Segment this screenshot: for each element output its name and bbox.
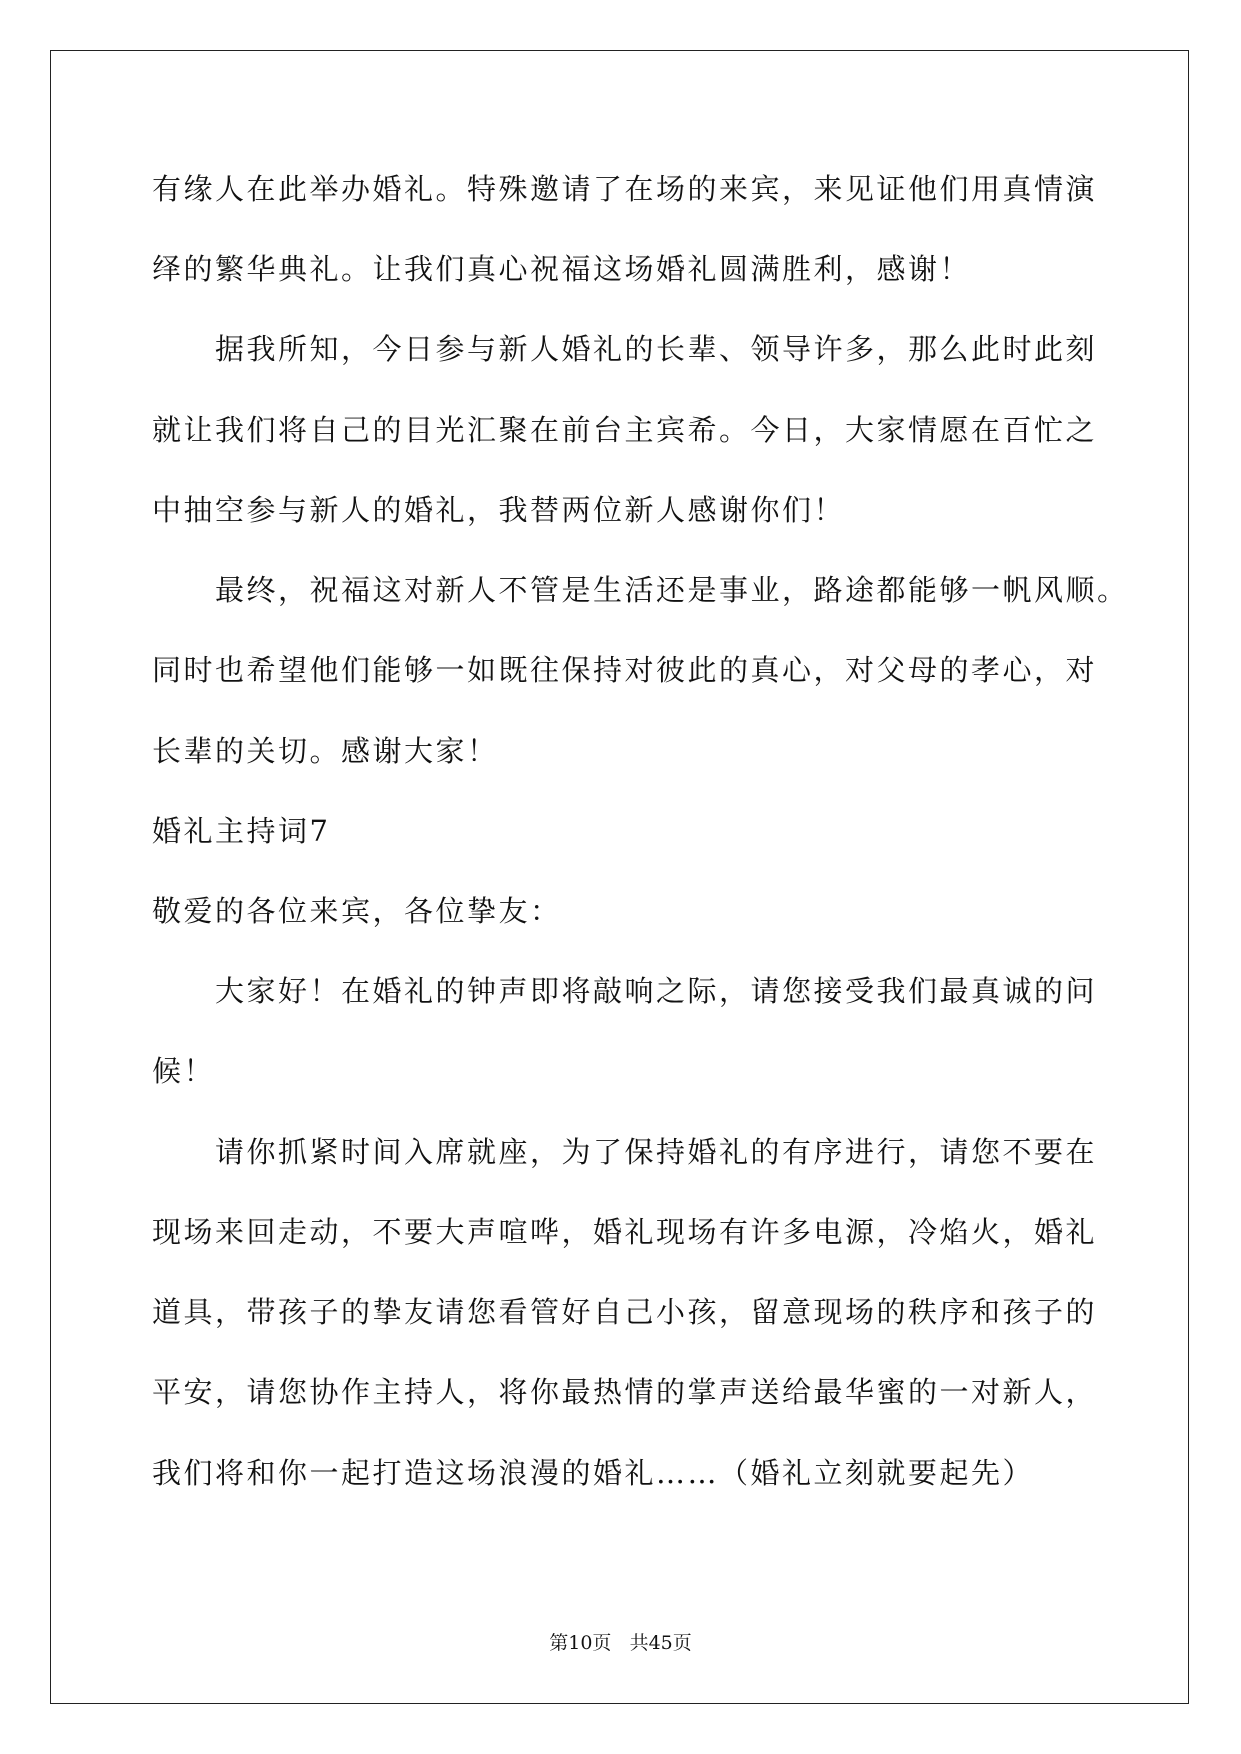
page-total: 共45页 — [629, 1632, 692, 1654]
body-text-line: 大家好！在婚礼的钟声即将敲响之际，请您接受我们最真诚的问 — [215, 974, 1098, 1008]
body-text-line: 我们将和你一起打造这场浪漫的婚礼……（婚礼立刻就要起先） — [152, 1456, 1035, 1490]
body-text-line: 最终，祝福这对新人不管是生活还是事业，路途都能够一帆风顺。 — [215, 573, 1129, 607]
body-text-line: 中抽空参与新人的婚礼，我替两位新人感谢你们！ — [152, 493, 846, 527]
body-text-line: 绎的繁华典礼。让我们真心祝福这场婚礼圆满胜利，感谢！ — [152, 252, 972, 286]
body-text-line: 候！ — [152, 1054, 216, 1088]
salutation: 敬爱的各位来宾，各位挚友： — [152, 894, 562, 928]
body-text-line: 道具，带孩子的挚友请您看管好自己小孩，留意现场的秩序和孩子的 — [152, 1295, 1098, 1329]
page-footer — [0, 1628, 1241, 1655]
body-text-line: 请你抓紧时间入席就座，为了保持婚礼的有序进行，请您不要在 — [215, 1135, 1098, 1169]
body-text-line: 同时也希望他们能够一如既往保持对彼此的真心，对父母的孝心，对 — [152, 653, 1098, 687]
page-number: 第10页 — [549, 1632, 612, 1654]
section-heading: 婚礼主持词7 — [152, 814, 331, 848]
body-text-line: 有缘人在此举办婚礼。特殊邀请了在场的来宾，来见证他们用真情演 — [152, 172, 1098, 206]
body-text-line: 平安，请您协作主持人，将你最热情的掌声送给最华蜜的一对新人， — [152, 1375, 1098, 1409]
body-text-line: 长辈的关切。感谢大家！ — [152, 734, 499, 768]
body-text-line: 就让我们将自己的目光汇聚在前台主宾希。今日，大家情愿在百忙之 — [152, 413, 1098, 447]
body-text-line: 据我所知，今日参与新人婚礼的长辈、领导许多，那么此时此刻 — [215, 332, 1098, 366]
body-text-line: 现场来回走动，不要大声喧哗，婚礼现场有许多电源，冷焰火，婚礼 — [152, 1215, 1098, 1249]
